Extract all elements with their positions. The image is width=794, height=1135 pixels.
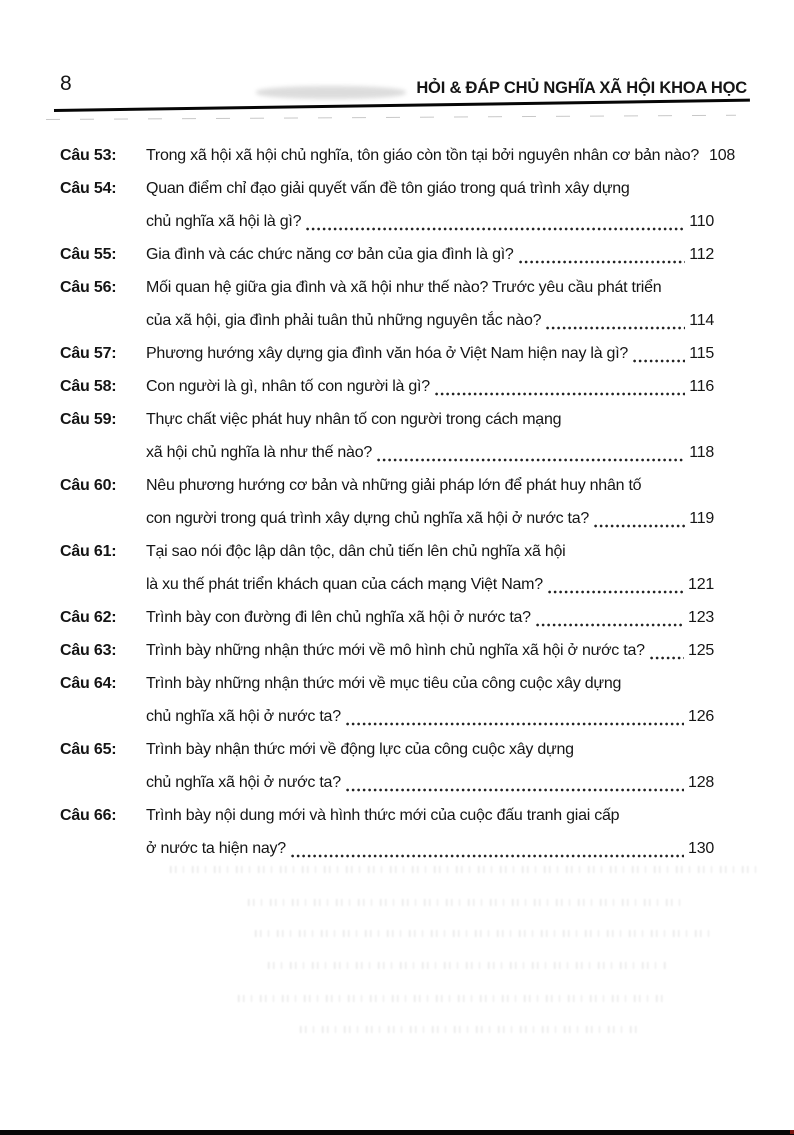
toc-entry xyxy=(60,172,714,238)
toc-line xyxy=(146,403,714,436)
toc-entry-label: Câu 60: xyxy=(60,477,117,494)
header-rule xyxy=(54,99,750,112)
toc-line xyxy=(146,469,714,502)
toc-line xyxy=(146,502,714,535)
toc-entry-lines xyxy=(146,337,714,370)
toc-entry-label: Câu 55: xyxy=(60,246,117,263)
toc-line xyxy=(146,271,714,304)
toc-line-text: chủ nghĩa xã hội ở nước ta? xyxy=(146,774,341,791)
dot-leader xyxy=(594,524,685,528)
dot-leader xyxy=(546,326,685,330)
toc-line-text: chủ nghĩa xã hội ở nước ta? xyxy=(146,708,341,725)
toc-entry-label: Câu 54: xyxy=(60,180,117,197)
scan-edge-artifact xyxy=(0,1130,794,1135)
toc-entry xyxy=(60,370,714,403)
toc-line-text: xã hội chủ nghĩa là như thế nào? xyxy=(146,444,372,461)
dot-leader xyxy=(548,590,684,594)
dot-leader xyxy=(306,227,685,231)
toc-line-text: Quan điểm chỉ đạo giải quyết vấn đề tôn giáo trong quá trình xây dựng xyxy=(146,180,630,197)
toc-entry-label: Câu 59: xyxy=(60,411,117,428)
bleedthrough-row xyxy=(300,1026,640,1033)
toc-entry-lines xyxy=(146,799,714,865)
toc-line xyxy=(146,337,714,370)
dot-leader xyxy=(435,392,685,396)
toc-entry-lines xyxy=(146,535,714,601)
toc-line-text: Mối quan hệ giữa gia đình và xã hội như thế nào? Trước yêu cầu phát triển xyxy=(146,279,662,296)
toc-line-text: Gia đình và các chức năng cơ bản của gia đình là gì? xyxy=(146,246,514,263)
toc-line xyxy=(146,568,714,601)
dot-leader xyxy=(377,458,685,462)
bleedthrough-row xyxy=(255,930,715,937)
toc-line-text: Trình bày con đường đi lên chủ nghĩa xã hội ở nước ta? xyxy=(146,609,531,626)
toc-entry xyxy=(60,799,714,865)
toc-entry xyxy=(60,139,735,172)
dot-leader xyxy=(291,854,684,858)
toc-line xyxy=(146,370,714,403)
toc-entry-lines xyxy=(146,139,735,172)
page-number: 8 xyxy=(60,72,72,95)
scan-smudge xyxy=(256,86,406,99)
toc-entry xyxy=(60,601,714,634)
toc-line xyxy=(146,700,714,733)
dot-leader xyxy=(346,722,684,726)
toc-entry-lines xyxy=(146,370,714,403)
toc-entry-label: Câu 62: xyxy=(60,609,117,626)
toc-entry xyxy=(60,733,714,799)
toc-line-text: Trình bày nội dung mới và hình thức mới của cuộc đấu tranh giai cấp xyxy=(146,807,620,824)
toc-line-text: ở nước ta hiện nay? xyxy=(146,840,286,857)
toc-line xyxy=(146,601,714,634)
toc-page-number: 128 xyxy=(688,774,714,791)
running-title: HỎI & ĐÁP CHỦ NGHĨA XÃ HỘI KHOA HỌC xyxy=(416,79,747,97)
toc-entry-lines xyxy=(146,271,714,337)
dot-leader xyxy=(650,656,684,660)
toc-line-text: con người trong quá trình xây dựng chủ nghĩa xã hội ở nước ta? xyxy=(146,510,590,527)
toc-page-number: 112 xyxy=(689,246,714,263)
toc-entry xyxy=(60,271,714,337)
toc-entry-lines xyxy=(146,733,714,799)
toc-entry xyxy=(60,337,714,370)
scan-edge-artifact-red xyxy=(790,1130,794,1134)
bleedthrough-row xyxy=(268,962,668,969)
toc-page-number: 130 xyxy=(688,840,714,857)
toc-page-number: 119 xyxy=(689,510,714,527)
toc-entry-label: Câu 53: xyxy=(60,147,117,164)
toc-page-number: 108 xyxy=(709,147,735,164)
toc-line xyxy=(146,172,714,205)
toc-entry-lines xyxy=(146,601,714,634)
toc-entry-label: Câu 61: xyxy=(60,543,117,560)
toc-page-number: 115 xyxy=(689,345,714,362)
toc-page-number: 118 xyxy=(689,444,714,461)
toc-line xyxy=(146,205,714,238)
table-of-contents xyxy=(60,139,735,865)
toc-line-text: Con người là gì, nhân tố con người là gì? xyxy=(146,378,430,395)
toc-line-text: Trình bày những nhận thức mới về mô hình chủ nghĩa xã hội ở nước ta? xyxy=(146,642,645,659)
toc-page-number: 110 xyxy=(689,213,714,230)
toc-line xyxy=(146,832,714,865)
toc-line xyxy=(146,799,714,832)
dot-leader xyxy=(536,623,684,627)
toc-line xyxy=(146,238,714,271)
toc-line-text: chủ nghĩa xã hội là gì? xyxy=(146,213,302,230)
toc-entry xyxy=(60,634,714,667)
toc-entry xyxy=(60,403,714,469)
toc-page-number: 114 xyxy=(689,312,714,329)
toc-entry xyxy=(60,535,714,601)
bleedthrough-row xyxy=(170,866,760,873)
toc-entry-lines xyxy=(146,172,714,238)
toc-line-text: là xu thế phát triển khách quan của cách mạng Việt Nam? xyxy=(146,576,543,593)
toc-entry-label: Câu 66: xyxy=(60,807,117,824)
toc-line xyxy=(146,733,714,766)
dot-leader xyxy=(346,788,684,792)
toc-page-number: 123 xyxy=(688,609,714,626)
toc-line xyxy=(146,634,714,667)
dot-leader xyxy=(633,359,685,363)
toc-entry-label: Câu 65: xyxy=(60,741,117,758)
toc-line xyxy=(146,139,735,172)
header-rule-ghost xyxy=(46,115,736,120)
toc-line-text: Nêu phương hướng cơ bản và những giải pháp lớn để phát huy nhân tố xyxy=(146,477,642,494)
toc-line xyxy=(146,304,714,337)
toc-entry-label: Câu 57: xyxy=(60,345,117,362)
toc-line-text: Tại sao nói độc lập dân tộc, dân chủ tiến lên chủ nghĩa xã hội xyxy=(146,543,566,560)
toc-entry-lines xyxy=(146,238,714,271)
toc-line-text: Phương hướng xây dựng gia đình văn hóa ở Việt Nam hiện nay là gì? xyxy=(146,345,629,362)
toc-line xyxy=(146,535,714,568)
toc-page-number: 116 xyxy=(689,378,714,395)
toc-entry xyxy=(60,667,714,733)
toc-line-text: của xã hội, gia đình phải tuân thủ những nguyên tắc nào? xyxy=(146,312,542,329)
toc-entry xyxy=(60,238,714,271)
dot-leader xyxy=(519,260,686,264)
toc-entry-lines xyxy=(146,667,714,733)
toc-entry-lines xyxy=(146,403,714,469)
toc-line xyxy=(146,436,714,469)
toc-line-text: Thực chất việc phát huy nhân tố con người trong cách mạng xyxy=(146,411,562,428)
toc-entry-lines xyxy=(146,469,714,535)
toc-page-number: 126 xyxy=(688,708,714,725)
toc-entry-label: Câu 58: xyxy=(60,378,117,395)
toc-entry-label: Câu 64: xyxy=(60,675,117,692)
toc-entry-lines xyxy=(146,634,714,667)
toc-line-text: Trong xã hội xã hội chủ nghĩa, tôn giáo còn tồn tại bởi nguyên nhân cơ bản nào? xyxy=(146,147,700,164)
bleedthrough-row xyxy=(248,899,688,906)
toc-line xyxy=(146,667,714,700)
toc-entry-label: Câu 56: xyxy=(60,279,117,296)
toc-page-number: 125 xyxy=(688,642,714,659)
bleedthrough-row xyxy=(238,995,668,1002)
toc-line-text: Trình bày nhận thức mới về động lực của công cuộc xây dựng xyxy=(146,741,574,758)
toc-line-text: Trình bày những nhận thức mới về mục tiêu của công cuộc xây dựng xyxy=(146,675,622,692)
toc-entry xyxy=(60,469,714,535)
toc-page-number: 121 xyxy=(688,576,714,593)
toc-entry-label: Câu 63: xyxy=(60,642,117,659)
toc-line xyxy=(146,766,714,799)
